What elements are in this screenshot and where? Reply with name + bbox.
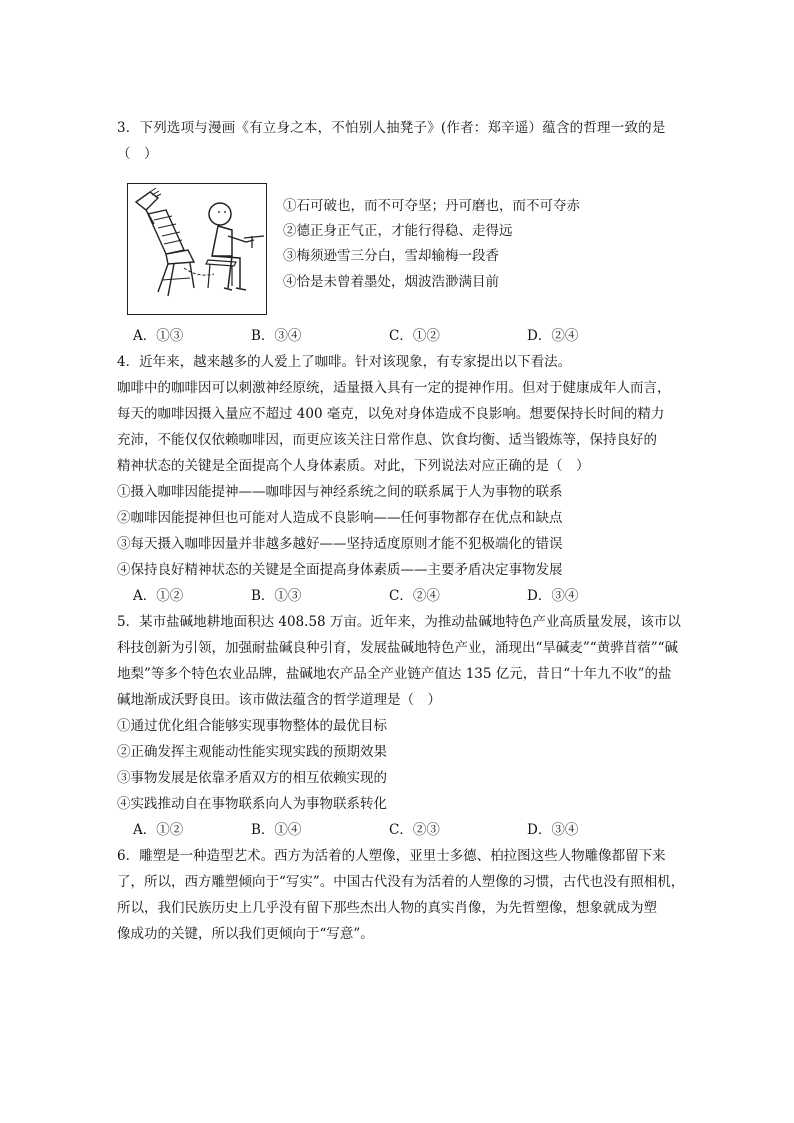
q5-option-3: ③事物发展是依靠矛盾双方的相互依赖实现的 [117,770,387,786]
q5-choice-a[interactable]: A．①② [133,822,184,838]
q3-option-1: ①石可破也，而不可夺坚；丹可磨也，而不可夺赤 [283,198,580,214]
q5-stem-line-4: 碱地渐成沃野良田。该市做法蕴含的哲学道理是（ ） [117,692,441,708]
q5-stem-line-1: 5．某市盐碱地耕地面积达 408.58 万亩。近年来，为推动盐碱地特色产业高质量发展，该市以 [117,614,681,630]
q3-cartoon-image [127,183,267,315]
q4-option-2: ②咖啡因能提神但也可能对人造成不良影响——任何事物都存在优点和缺点 [117,510,563,526]
q3-choice-b[interactable]: B．③④ [251,328,302,344]
cartoon-drawing [128,184,266,314]
q4-stem-line-4: 充沛，不能仅仅依赖咖啡因，而更应该关注日常作息、饮食均衡、适当锻炼等，保持良好的 [117,432,657,448]
q5-stem-line-2: 科技创新为引领，加强耐盐碱良种引育，发展盐碱地特色产业，涌现出“旱碱麦”“黄骅苜蓿”“碱 [117,640,679,656]
q4-option-4: ④保持良好精神状态的关键是全面提高身体素质——主要矛盾决定事物发展 [117,562,563,578]
q5-option-1: ①通过优化组合能够实现事物整体的最优目标 [117,718,387,734]
q3-choice-d[interactable]: D．②④ [527,328,579,344]
q4-choice-a[interactable]: A．①② [133,588,184,604]
q4-option-1: ①摄入咖啡因能提神——咖啡因与神经系统之间的联系属于人为事物的联系 [117,484,563,500]
q6-stem-line-1: 6．雕塑是一种造型艺术。西方为活着的人塑像，亚里士多德、柏拉图这些人物雕像都留下来 [117,848,666,864]
q4-stem-line-1: 4．近年来，越来越多的人爱上了咖啡。针对该现象，有专家提出以下看法。 [117,354,572,370]
q4-choice-c[interactable]: C．②④ [389,588,440,604]
q3-stem-line-2: （ ） [117,146,158,162]
q4-choice-d[interactable]: D．③④ [527,588,579,604]
q4-stem-line-5: 精神状态的关键是全面提高个人身体素质。对此，下列说法对应正确的是（ ） [117,458,590,474]
q3-stem-line-1: 3．下列选项与漫画《有立身之本，不怕别人抽凳子》(作者：郑辛遥）蕴含的哲理一致的是 [117,120,666,136]
q3-option-4: ④恰是未曾着墨处，烟波浩渺满目前 [283,274,499,290]
q5-choice-c[interactable]: C．②③ [389,822,440,838]
q5-option-2: ②正确发挥主观能动性能实现实践的预期效果 [117,744,387,760]
q4-stem-line-3: 每天的咖啡因摄入量应不超过 400 毫克，以免对身体造成不良影响。想要保持长时间的精力 [117,406,665,422]
q3-choice-a[interactable]: A．①③ [133,328,184,344]
q3-choice-c[interactable]: C．①② [389,328,440,344]
q5-choice-b[interactable]: B．①④ [251,822,302,838]
q5-option-4: ④实践推动自在事物联系向人为事物联系转化 [117,796,387,812]
q6-stem-line-2: 了，所以，西方雕塑倾向于“写实”。中国古代没有为活着的人塑像的习惯，古代也没有照相机， [117,874,685,890]
q4-option-3: ③每天摄入咖啡因量并非越多越好——坚持适度原则才能不犯极端化的错误 [117,536,563,552]
q3-option-3: ③梅须逊雪三分白，雪却输梅一段香 [283,248,499,264]
q3-option-2: ②德正身正气正，才能行得稳、走得远 [283,223,513,239]
q4-stem-line-2: 咖啡中的咖啡因可以刺激神经原统，适量摄入具有一定的提神作用。但对于健康成年人而言， [117,380,671,396]
q6-stem-line-4: 像成功的关键，所以我们更倾向于“写意”。 [117,926,374,942]
q4-choice-b[interactable]: B．①③ [251,588,302,604]
q5-choice-d[interactable]: D．③④ [527,822,579,838]
q5-stem-line-3: 地梨”等多个特色农业品牌，盐碱地农产品全产业链产值达 135 亿元，昔日“十年九不收”的盐 [117,666,672,682]
q6-stem-line-3: 所以，我们民族历史上几乎没有留下那些杰出人物的真实肖像，为先哲塑像，想象就成为塑 [117,900,657,916]
